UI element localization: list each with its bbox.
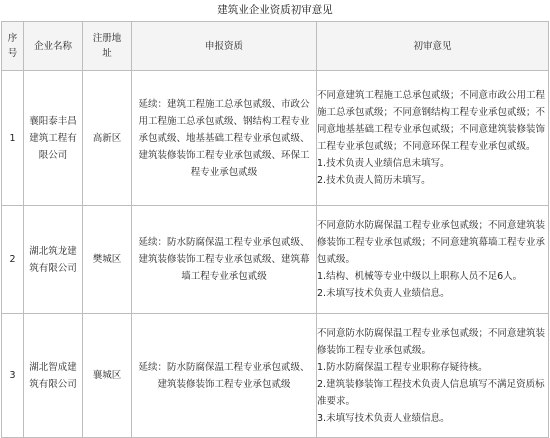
review-opinion: 不同意防水防腐保温工程专业承包贰级；不同意建筑装 修装饰工程专业承包贰级；不同意建筑幕墙工程专业承 包贰级。 1.结构、机械等专业中级以上职称人员不足6人。 2.未填写技术负责人业绩信息。 [317, 206, 549, 314]
qualification-table [1, 21, 549, 438]
opinion-reason: 2.技术负责人简历未填写。 [317, 175, 431, 186]
applied-qualification: 延续：防水防腐保温工程专业承包贰级、 建筑装修装饰工程专业承包贰级 [132, 314, 317, 438]
review-opinion: 不同意防水防腐保温工程专业承包贰级；不同意建筑装 修装饰工程专业承包贰级。 1.防水防腐保温工程专业职称存疑待核。 2.建筑装修装饰工程技术负责人信息填写不满足资质标 准要求。 3.未填写技术负责人业绩信息。 [317, 314, 549, 438]
applied-qualification: 延续：防水防腐保温工程专业承包贰级、 建筑装修装饰工程专业承包贰级、建筑幕 墙工程专业承包贰级 [132, 206, 317, 314]
header-company: 企业名称 [24, 22, 83, 71]
page-title: 建筑业企业资质初审意见 [217, 4, 333, 16]
opinion-reason: 2.未填写技术负责人业绩信息。 [317, 288, 450, 299]
applied-qualification: 延续：建筑工程施工总承包贰级、市政公 用工程施工总承包贰级、钢结构工程专业 承包贰级、地基基础工程专业承包贰级、 建筑装修装饰工程专业承包贰级、环保工 程专业承包贰级 [132, 71, 317, 206]
opinion-reason: 1.防水防腐保温工程专业职称存疑待核。 [317, 361, 488, 373]
row-index: 3 [2, 314, 24, 438]
table-row [2, 206, 549, 314]
row-index: 1 [2, 71, 24, 206]
header-opinion: 初审意见 [317, 22, 549, 71]
header-index: 序 号 [2, 22, 24, 71]
header-address: 注册地 址 [83, 22, 132, 71]
company-name: 襄阳泰丰昌 建筑工程有 限公司 [24, 71, 83, 206]
opinion-reason: 3.未填写技术负责人业绩信息。 [317, 412, 450, 424]
header-qualification: 申报资质 [132, 22, 317, 71]
registered-address: 樊城区 [83, 206, 132, 314]
company-name: 湖北筑龙建 筑有限公司 [24, 206, 83, 314]
row-index: 2 [2, 206, 24, 314]
registered-address: 高新区 [83, 71, 132, 206]
table-header-row [2, 22, 549, 71]
table-row [2, 314, 549, 438]
review-opinion: 不同意建筑工程施工总承包贰级；不同意市政公用工程 施工总承包贰级；不同意钢结构工程专业承包贰级；不 同意地基基础工程专业承包贰级；不同意建筑装修装饰 工程专业承包贰级；不同意环保工程专业承包贰级。 1.技术负责人业绩信息未填写。 2.技术负责人简历未填写。 [317, 71, 549, 206]
registered-address: 襄城区 [83, 314, 132, 438]
table-row [2, 71, 549, 206]
opinion-reason: 1.技术负责人业绩信息未填写。 [317, 158, 450, 169]
company-name: 湖北智成建 筑有限公司 [24, 314, 83, 438]
opinion-reason: 1.结构、机械等专业中级以上职称人员不足6人。 [317, 271, 523, 282]
opinion-reason: 准要求。 [317, 395, 356, 407]
opinion-reason: 2.建筑装修装饰工程技术负责人信息填写不满足资质标 [317, 378, 545, 390]
